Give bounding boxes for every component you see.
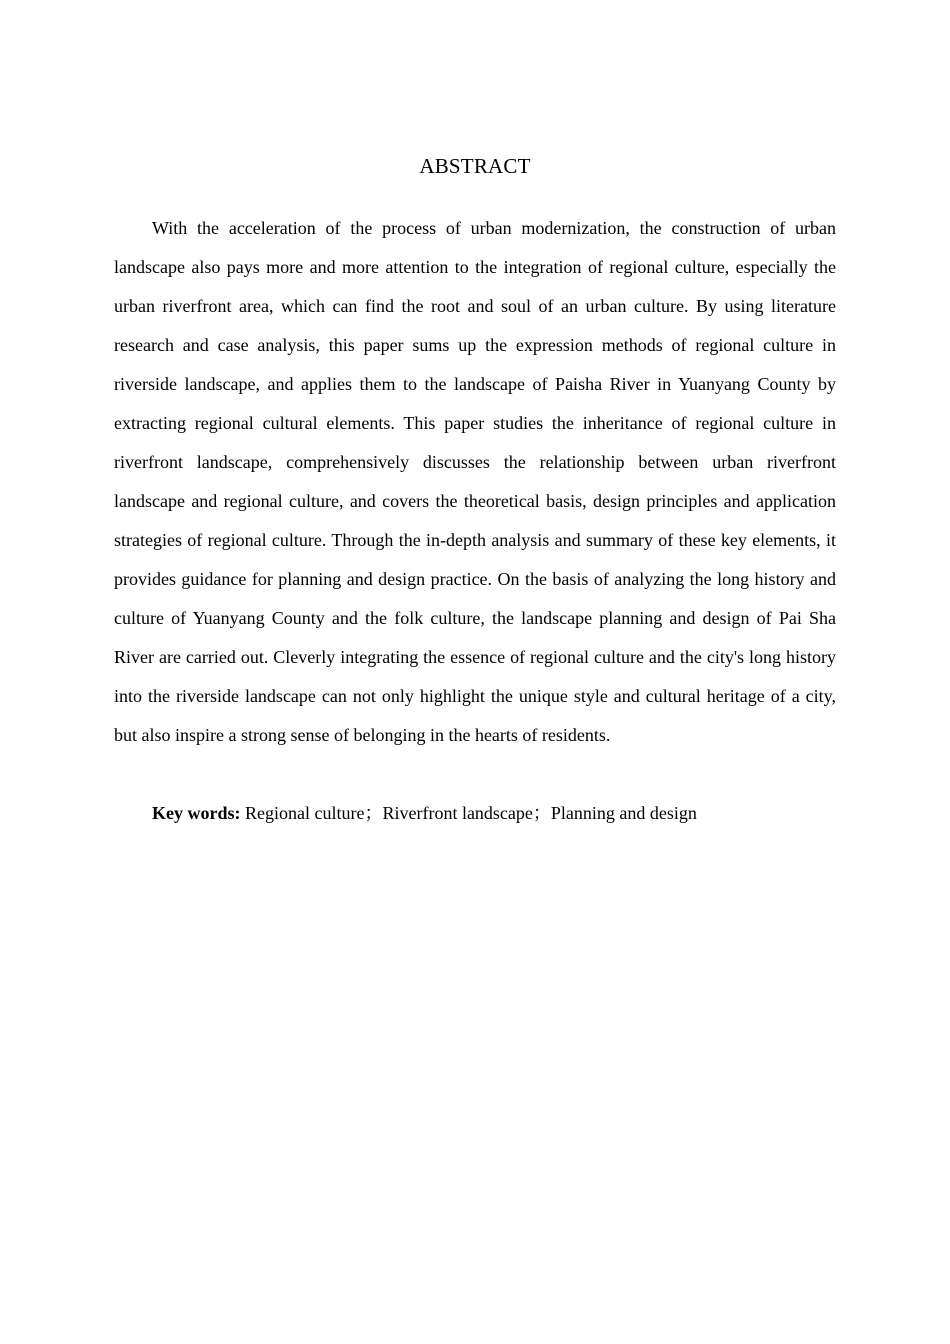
keywords-line: [114, 794, 836, 833]
abstract-title: ABSTRACT: [419, 154, 531, 178]
keywords-label: Key words:: [152, 803, 241, 823]
keywords-text: Regional culture；Riverfront landscape；Planning and design: [245, 803, 697, 823]
abstract-body: With the acceleration of the process of urban modernization, the construction of urban landscape also pays more and more attention to the integration of regional culture, especially the urban riverfront area, which can find the root and soul of an urban culture. By using literature research and case analysis, this paper sums up the expression methods of regional culture in riverside landscape, and applies them to the landscape of Paisha River in Yuanyang County by extracting regional cultural elements. This paper studies the inheritance of regional culture in riverfront landscape, comprehensively discusses the relationship between urban riverfront landscape and regional culture, and covers the theoretical basis, design principles and application strategies of regional culture. Through the in-depth analysis and summary of these key elements, it provides guidance for planning and design practice. On the basis of analyzing the long history and culture of Yuanyang County and the folk culture, the landscape planning and design of Pai Sha River are carried out. Cleverly integrating the essence of regional culture and the city's long history into the riverside landscape can not only highlight the unique style and cultural heritage of a city, but also inspire a strong sense of belonging in the hearts of residents.: [114, 218, 836, 745]
